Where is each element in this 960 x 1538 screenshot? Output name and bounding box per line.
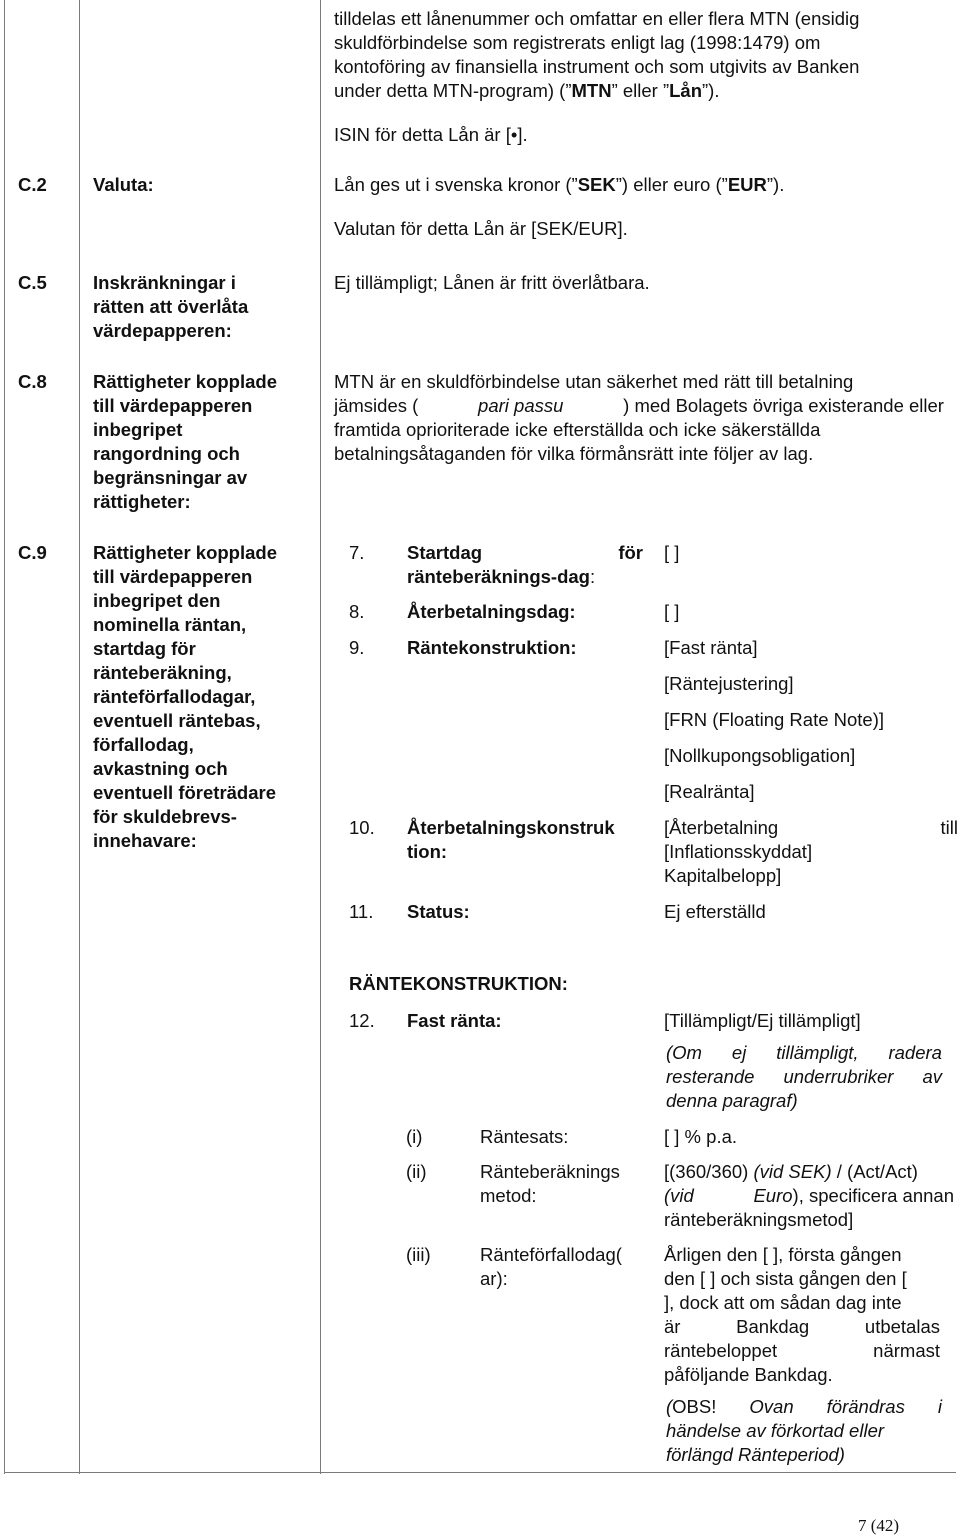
section-heading: RÄNTEKONSTRUKTION: [349, 973, 568, 994]
item10-value-line2: [Inflationsskyddat] [664, 841, 813, 862]
item11-label: Status: [407, 901, 470, 922]
c8-id: C.8 [18, 371, 47, 392]
item12-note-line2: resterande underrubriker av [666, 1066, 942, 1087]
table-divider-1 [79, 0, 80, 1474]
c5-text: Ej tillämpligt; Lånen är fritt överlåtbara. [334, 272, 650, 293]
item7-label-line2: ränteberäknings-dag: [407, 566, 596, 587]
sub-ii-value-line1: [(360/360) (vid SEK) / (Act/Act) [664, 1161, 918, 1182]
item9-option: [Räntejustering] [664, 673, 794, 694]
table-divider-2 [320, 0, 321, 1474]
item8-value: [ ] [664, 601, 680, 622]
c9-label-line: startdag för [93, 638, 196, 659]
item12-note-line1: (Om ej tillämpligt, radera [666, 1042, 942, 1063]
c5-label-line: Inskränkningar i [93, 272, 236, 293]
item12-note-line3: denna paragraf) [666, 1090, 798, 1111]
c8-label-line: rättigheter: [93, 491, 191, 512]
c2-text: Lån ges ut i svenska kronor (”SEK”) eller euro (”EUR”). [334, 174, 785, 195]
c8-label-line: rangordning och [93, 443, 240, 464]
sub-iii-num: (iii) [406, 1244, 431, 1265]
item9-option: [Realränta] [664, 781, 755, 802]
sub-iii-value-line: den [ ] och sista gången den [ [664, 1268, 907, 1289]
table-border-bottom [4, 1472, 956, 1473]
c8-text-line: framtida oprioriterade icke efterställda och icke säkerställda [334, 419, 821, 440]
c5-id: C.5 [18, 272, 47, 293]
sub-iii-value-line: Årligen den [ ], första gången [664, 1244, 902, 1265]
item9-option: [Fast ränta] [664, 637, 758, 658]
c9-label-line: inbegripet den [93, 590, 221, 611]
c9-label-line: avkastning och [93, 758, 228, 779]
item10-value-line1: [Återbetalning till [664, 817, 958, 838]
intro-line: kontoföring av finansiella instrument och som utgivits av Banken [334, 56, 860, 77]
c8-label-line: till värdepapperen [93, 395, 253, 416]
item12-value: [Tillämpligt/Ej tillämpligt] [664, 1010, 861, 1031]
sub-iii-obs-line2: händelse av förkortad eller [666, 1420, 885, 1441]
c8-text-line: betalningsåtaganden för vilka förmånsrätt inte följer av lag. [334, 443, 814, 464]
item8-label: Återbetalningsdag: [407, 601, 576, 622]
item7-num: 7. [349, 542, 365, 563]
c5-label-line: rätten att överlåta [93, 296, 249, 317]
item7-label-line1: Startdag för [407, 542, 643, 563]
c8-label-line: begränsningar av [93, 467, 248, 488]
sub-ii-label-line: Ränteberäknings [480, 1161, 620, 1182]
intro-line: under detta MTN-program) (”MTN” eller ”Lån”). [334, 80, 720, 101]
intro-line: skuldförbindelse som registrerats enligt lag (1998:1479) om [334, 32, 821, 53]
item10-label-line: Återbetalningskonstruk [407, 817, 615, 838]
item11-num: 11. [349, 901, 374, 922]
c8-text-line: MTN är en skuldförbindelse utan säkerhet med rätt till betalning [334, 371, 854, 392]
sub-iii-label-line: Ränteförfallodag( [480, 1244, 622, 1265]
sub-ii-label-line: metod: [480, 1185, 537, 1206]
sub-i-label: Räntesats: [480, 1126, 569, 1147]
item11-value: Ej efterställd [664, 901, 766, 922]
sub-ii-value-line2: (vid Euro), specificera annan [664, 1185, 954, 1206]
sub-iii-value-line: räntebeloppet närmast [664, 1340, 940, 1361]
c9-label-line: nominella räntan, [93, 614, 247, 635]
item12-label: Fast ränta: [407, 1010, 502, 1031]
item9-option: [FRN (Floating Rate Note)] [664, 709, 885, 730]
sub-iii-value-line: påföljande Bankdag. [664, 1364, 833, 1385]
sub-iii-value-line: ], dock att om sådan dag inte [664, 1292, 902, 1313]
item9-num: 9. [349, 637, 365, 658]
sub-iii-value-line: är Bankdag utbetalas [664, 1316, 940, 1337]
item7-value: [ ] [664, 542, 680, 563]
sub-i-num: (i) [406, 1126, 423, 1147]
c8-label-line: inbegripet [93, 419, 183, 440]
sub-ii-value-line3: ränteberäkningsmetod] [664, 1209, 854, 1230]
c9-label-line: Rättigheter kopplade [93, 542, 277, 563]
c9-label-line: till värdepapperen [93, 566, 253, 587]
sub-iii-obs-line1: (OBS! Ovan förändras i [666, 1396, 942, 1417]
c8-label-line: Rättigheter kopplade [93, 371, 277, 392]
c5-label-line: värdepapperen: [93, 320, 232, 341]
sub-i-value: [ ] % p.a. [664, 1126, 738, 1147]
c9-label-line: förfallodag, [93, 734, 194, 755]
isin-line: ISIN för detta Lån är [•]. [334, 124, 528, 145]
item10-num: 10. [349, 817, 375, 838]
c2-label: Valuta: [93, 174, 154, 195]
item8-num: 8. [349, 601, 365, 622]
c9-id: C.9 [18, 542, 47, 563]
c9-label-line: ränteförfallodagar, [93, 686, 256, 707]
item10-value-line3: Kapitalbelopp] [664, 865, 782, 886]
c9-label-line: för skuldebrevs- [93, 806, 237, 827]
sub-iii-label-line: ar): [480, 1268, 508, 1289]
c9-label-line: eventuell räntebas, [93, 710, 261, 731]
item12-num: 12. [349, 1010, 375, 1031]
c9-label-line: innehavare: [93, 830, 197, 851]
c9-label-line: ränteberäkning, [93, 662, 232, 683]
sub-ii-num: (ii) [406, 1161, 427, 1182]
item9-label: Räntekonstruktion: [407, 637, 577, 658]
c8-text-line: jämsides ( pari passu ) med Bolagets övriga existerande eller [334, 395, 944, 416]
intro-line: tilldelas ett lånenummer och omfattar en eller flera MTN (ensidig [334, 8, 860, 29]
page-number: 7 (42) [858, 1516, 900, 1535]
c2-id: C.2 [18, 174, 47, 195]
c9-label-line: eventuell företrädare [93, 782, 277, 803]
c2-text2: Valutan för detta Lån är [SEK/EUR]. [334, 218, 628, 239]
item9-option: [Nollkupongsobligation] [664, 745, 856, 766]
sub-iii-obs-line3: förlängd Ränteperiod) [666, 1444, 845, 1465]
item10-label-line: tion: [407, 841, 448, 862]
table-border-left [4, 0, 5, 1474]
